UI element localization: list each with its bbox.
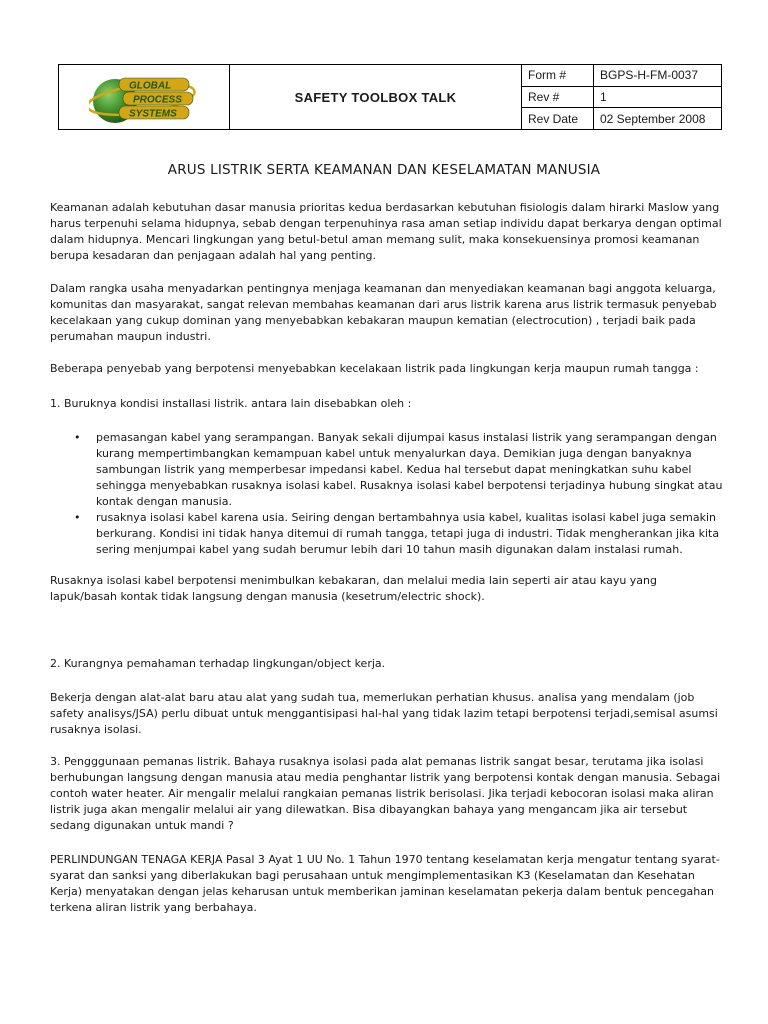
header-table bbox=[58, 64, 722, 130]
paragraph-4: 1. Buruknya kondisi installasi listrik. antara lain disebabkan oleh : bbox=[50, 397, 412, 410]
paragraph-3: Beberapa penyebab yang berpotensi menyebabkan kecelakaan listrik pada lingkungan kerja maupun rumah tangga : bbox=[50, 362, 699, 375]
paragraph-6: 2. Kurangnya pemahaman terhadap lingkungan/object kerja. bbox=[50, 657, 386, 670]
document-title: ARUS LISTRIK SERTA KEAMANAN DAN KESELAMATAN MANUSIA bbox=[167, 162, 601, 178]
paragraph-2: Dalam rangka usaha menyadarkan pentingnya menjaga keamanan dan menyediakan keamanan bagi anggota keluarga, komunitas dan masyarakat, sangat relevan membahas keamanan dari arus listrik karena arus listrik termasuk penyebab kecelakaan yang cukup dominan yang menyebabkan kebakaran maupun kematian (electrocution) , terjadi baik pada perumahan maupun industri. bbox=[50, 282, 717, 343]
paragraph-1: Keamanan adalah kebutuhan dasar manusia prioritas kedua berdasarkan kebutuhan fisiologis dalam hirarki Maslow yang harus terpenuhi selama hidupnya, sebab dengan terpenuhinya rasa aman setiap individu dapat berkarya dengan optimal dalam hidupnya. Mencari lingkungan yang betul-betul aman memang sulit, maka konsekuensinya promosi keamanan berupa kesadaran dan penjagaan adalah hal yang penting. bbox=[50, 201, 722, 262]
logo-cell bbox=[59, 65, 230, 129]
list-item bbox=[50, 430, 726, 510]
meta-key: Rev Date bbox=[522, 108, 594, 129]
company-logo bbox=[89, 71, 199, 127]
bullet-mark: • bbox=[74, 511, 81, 524]
meta-key: Rev # bbox=[522, 87, 594, 108]
meta-row-rev bbox=[522, 87, 721, 109]
paragraph-9: PERLINDUNGAN TENAGA KERJA Pasal 3 Ayat 1 UU No. 1 Tahun 1970 tentang keselamatan kerja mengatur tentang syarat-syarat dan sanksi yang diberlakukan bagi perusahaan untuk mengimplementasikan K3 (Keselamatan dan Kesehatan Kerja) menyatakan dengan jelas keharusan untuk memberikan jaminan keselamatan pekerja dalam bentuk pencegahan terkena aliran listrik yang berbahaya. bbox=[50, 853, 720, 914]
meta-key: Form # bbox=[522, 65, 594, 86]
meta-value: 02 September 2008 bbox=[600, 111, 706, 126]
meta-value: 1 bbox=[600, 90, 607, 104]
meta-value: BGPS-H-FM-0037 bbox=[600, 68, 699, 83]
bullet-text: rusaknya isolasi kabel karena usia. Seiring dengan bertambahnya usia kabel, kualitas isolasi kabel juga semakin berkurang. Kondisi ini tidak hanya ditemui di rumah tangga, tetapi juga di industri. Tidak mengherankan jika kita sering menjumpai kabel yang sudah berumur lebih dari 10 tahun masih digunakan dalam instalasi rumah. bbox=[96, 511, 720, 556]
bullet-text: pemasangan kabel yang serampangan. Banyak sekali dijumpai kasus instalasi listrik yang serampangan dengan kurang mempertimbangkan kemampuan kabel untuk menyalurkan daya. Demikian juga dengan banyaknya sambungan listrik yang memperbesar impedansi kabel. Kedua hal tersebut dapat meningkatkan suhu kabel sehingga menyebabkan rusaknya isolasi kabel. Rusaknya isolasi kabel berpotensi terjadinya hubung singkat atau kontak dengan manusia. bbox=[96, 431, 723, 508]
bullet-list bbox=[50, 430, 726, 558]
paragraph-7: Bekerja dengan alat-alat baru atau alat yang sudah tua, memerlukan perhatian khusus. analisa yang mendalam (job safety analisys/JSA) perlu dibuat untuk menggantisipasi hal-hal yang tidak lazim tetapi berpotensi terjadi,semisal asumsi rusaknya isolasi. bbox=[50, 691, 718, 736]
paragraph-8: 3. Pengggunaan pemanas listrik. Bahaya rusaknya isolasi pada alat pemanas listrik sangat besar, terutama jika isolasi berhubungan langsung dengan manusia atau media penghantar listrik yang berpotensi kontak dengan manusia. Sebagai contoh water heater. Air mengalir melalui rangkaian pemanas listrik berisolasi. Jika terjadi kebocoran isolasi maka aliran listrik juga akan mengalir melalui air yang dilewatkan. Bisa dibayangkan bahaya yang mengancam jika air tersebut sedang digunakan untuk mandi ? bbox=[50, 755, 721, 832]
list-item bbox=[50, 510, 726, 558]
logo-line2: PROCESS bbox=[133, 94, 182, 106]
logo-line3: SYSTEMS bbox=[129, 108, 177, 120]
meta-table bbox=[522, 65, 721, 129]
meta-row-form bbox=[522, 65, 721, 87]
logo-line1: GLOBAL bbox=[129, 80, 172, 92]
paragraph-5: Rusaknya isolasi kabel berpotensi menimbulkan kebakaran, dan melalui media lain seperti air atau kayu yang lapuk/basah kontak tidak langsung dengan manusia (kesetrum/electric shock). bbox=[50, 574, 658, 603]
header-title: SAFETY TOOLBOX TALK bbox=[230, 65, 522, 129]
bullet-mark: • bbox=[74, 431, 81, 444]
meta-row-rev-date bbox=[522, 108, 721, 129]
